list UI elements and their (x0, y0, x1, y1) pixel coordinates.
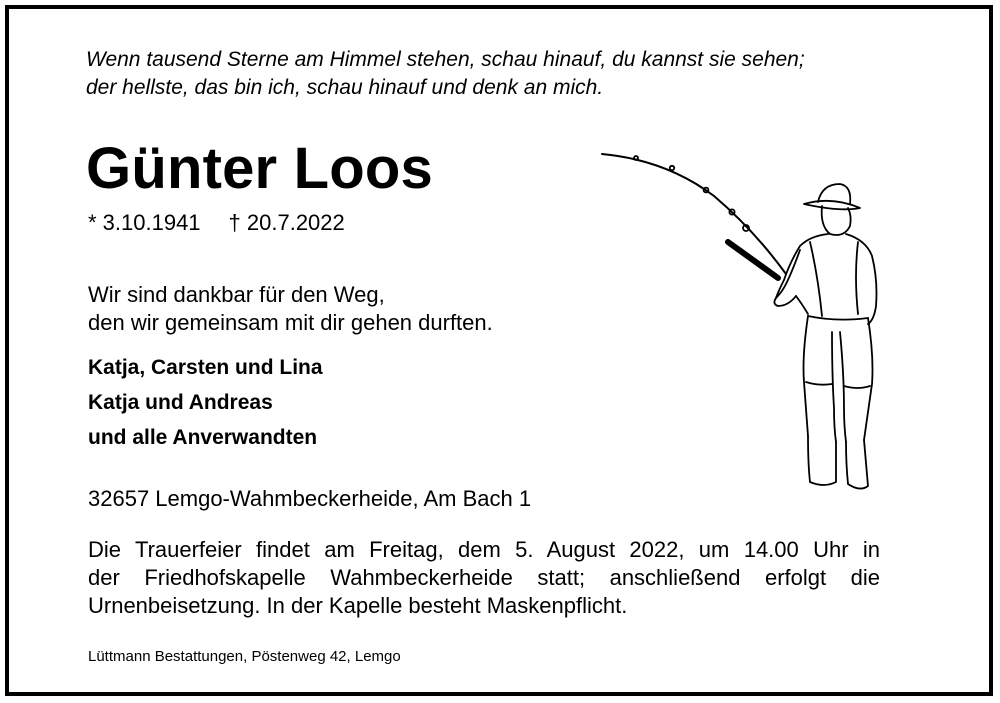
mourner-1: Katja, Carsten und Lina (88, 356, 323, 379)
thanks-line-1: Wir sind dankbar für den Weg, (88, 282, 385, 307)
fisherman-illustration (596, 146, 896, 502)
thanks-line-2: den wir gemeinsam mit dir gehen durften. (88, 310, 493, 335)
poem-line-1: Wenn tausend Sterne am Himmel stehen, schau hinauf, du kannst sie sehen; (86, 48, 805, 71)
mourner-2: Katja und Andreas (88, 391, 273, 414)
ceremony-notice (88, 536, 880, 620)
undertaker-info: Lüttmann Bestattungen, Pöstenweg 42, Lemgo (88, 648, 401, 665)
death-date: † 20.7.2022 (228, 210, 345, 235)
family-address: 32657 Lemgo-Wahmbeckerheide, Am Bach 1 (88, 486, 532, 511)
poem-line-2: der hellste, das bin ich, schau hinauf und denk an mich. (86, 76, 604, 99)
ceremony-line-2: der Friedhofskapelle Wahmbeckerheide statt; anschließend erfolgt die (88, 565, 880, 590)
ceremony-line-1: Die Trauerfeier findet am Freitag, dem 5. August 2022, um 14.00 Uhr in (88, 537, 880, 562)
birth-date: * 3.10.1941 (88, 210, 201, 235)
ceremony-line-3: Urnenbeisetzung. In der Kapelle besteht Maskenpflicht. (88, 593, 628, 618)
life-dates (88, 209, 345, 237)
mourner-3: und alle Anverwandten (88, 426, 318, 449)
deceased-name: Günter Loos (86, 136, 433, 201)
